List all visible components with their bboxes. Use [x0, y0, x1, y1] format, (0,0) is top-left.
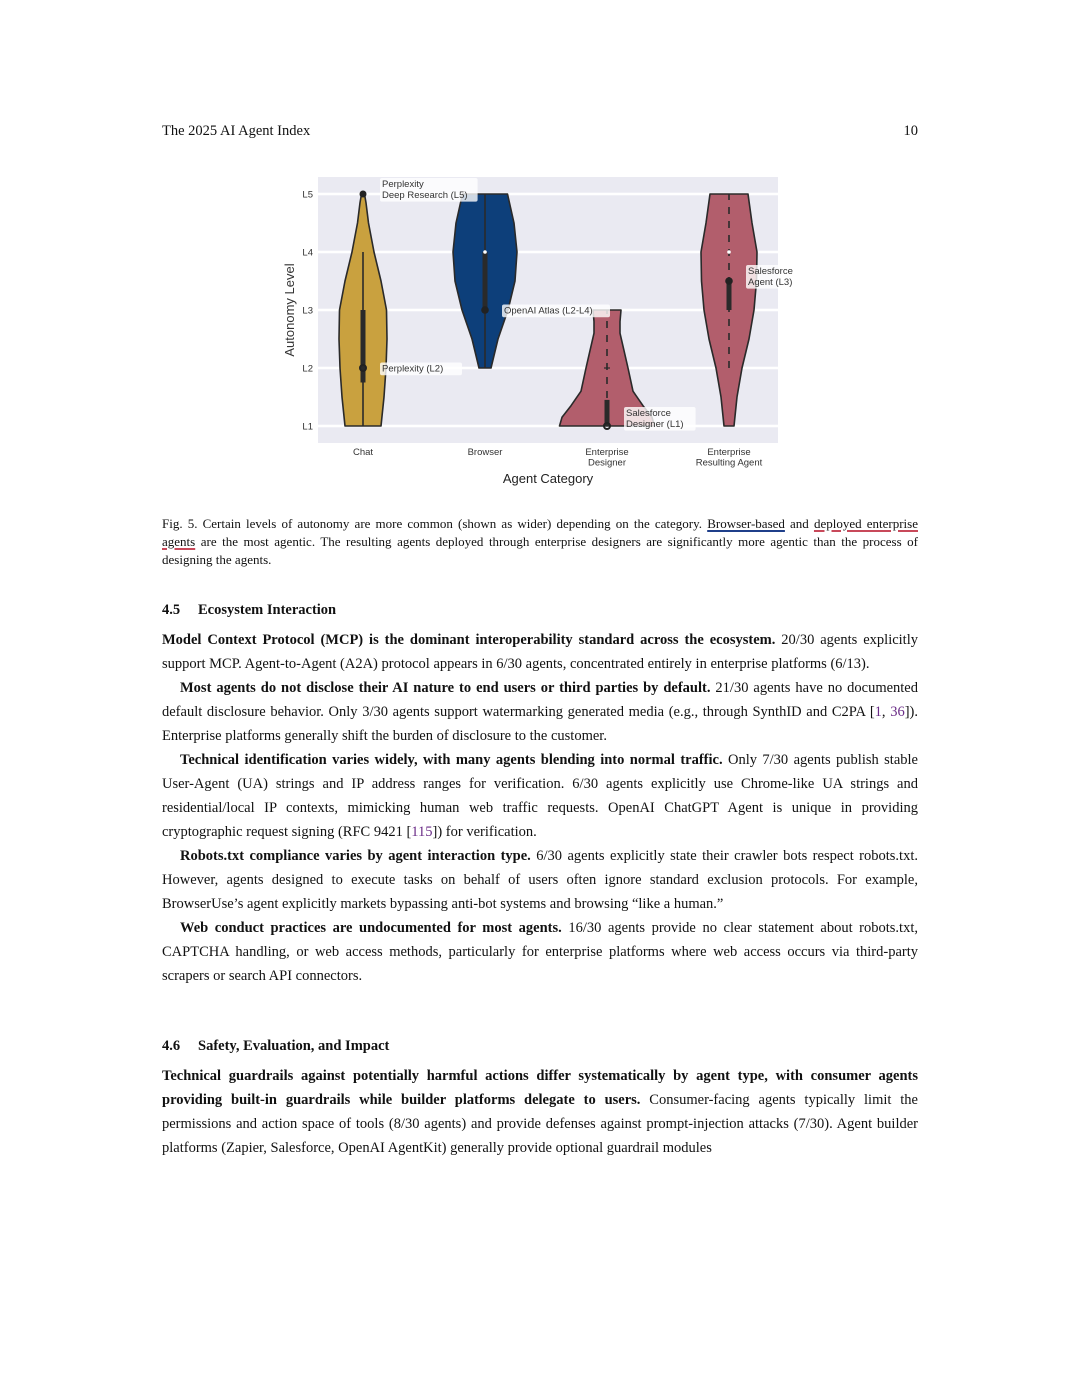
paragraph-lead: Technical guardrails against potentially harmful actions differ systematically by agent type, with consumer agents providing built-in guardrails while builder platforms delegate to users.	[162, 1068, 918, 1108]
mean-marker	[483, 250, 487, 254]
annotation-label: OpenAI Atlas (L2-L4)	[504, 305, 593, 317]
citation-link[interactable]: 115	[411, 824, 433, 840]
paragraph-text: ,	[881, 704, 891, 720]
x-tick-label: Designer	[587, 457, 627, 469]
violin-chart	[270, 170, 810, 500]
annotation-label: Designer (L1)	[626, 418, 684, 430]
y-tick-label: L2	[302, 363, 313, 375]
paragraph-lead: Most agents do not disclose their AI nature to end users or third parties by default.	[180, 680, 711, 696]
mean-marker	[727, 250, 731, 254]
annotation-label: Perplexity	[382, 179, 424, 190]
median-marker	[481, 306, 489, 314]
section-title: Safety, Evaluation, and Impact	[198, 1038, 390, 1054]
paragraph	[162, 1064, 918, 1160]
x-axis-label: Agent Category	[502, 471, 594, 486]
page-number: 10	[903, 123, 918, 139]
section-ecosystem-interaction	[162, 598, 918, 988]
paragraph-lead: Technical identification varies widely, with many agents blending into normal traffic.	[180, 752, 723, 768]
caption-text: and	[784, 516, 814, 531]
paragraph-lead: Web conduct practices are undocumented for most agents.	[180, 920, 562, 936]
annotation-label: Agent (L3)	[748, 276, 793, 288]
paragraph	[162, 844, 918, 916]
citation-link[interactable]: 36	[890, 704, 905, 720]
section-heading	[162, 1034, 918, 1058]
annotation-label: Perplexity (L2)	[382, 363, 444, 375]
y-tick-label: L5	[302, 189, 313, 201]
figure-caption	[162, 515, 918, 569]
data-point	[360, 191, 367, 198]
paragraph-text: 6/30 agents explicitly state their crawler bots respect robots.txt. However, agents designed to execute tasks on behalf of users often ignore standard exclusion protocols. For example, BrowserUse’s agent explicitly markets bypassing anti-bot systems and browsing “like a human.”	[162, 848, 918, 912]
y-tick-label: L1	[302, 421, 313, 433]
median-marker	[725, 277, 733, 285]
paragraph-lead: Model Context Protocol (MCP) is the dominant interoperability standard across the ecosystem.	[162, 632, 776, 648]
y-tick-label: L4	[302, 247, 313, 259]
section-safety-evaluation	[162, 1034, 918, 1160]
paragraph-text: ]) for verification.	[432, 824, 537, 840]
paragraph-text: 20/30 agents explicitly support MCP. Agent-to-Agent (A2A) protocol appears in 6/30 agents, concentrated entirely in enterprise platforms (6/13).	[162, 632, 918, 672]
paragraph-text: 16/30 agents provide no clear statement about robots.txt, CAPTCHA handling, or web access methods, particularly for enterprise platforms where web access occurs via third-party scrapers or search API connectors.	[162, 920, 918, 984]
paragraph-text: 21/30 agents have no documented default disclosure behavior. Only 3/30 agents support watermarking generated media (e.g., through SynthID and C2PA [	[162, 680, 918, 720]
x-tick-label: Resulting Agent	[695, 457, 763, 469]
y-axis-label: Autonomy Level	[282, 263, 297, 357]
y-tick-label: L3	[302, 305, 313, 317]
x-tick-label: Chat	[352, 447, 374, 458]
caption-text: Fig. 5. Certain levels of autonomy are more common (shown as wider) depending on the category.	[162, 516, 708, 531]
x-tick-label: Enterprise	[707, 447, 751, 458]
paragraph-text: ]). Enterprise platforms generally shift the burden of disclosure to the customer.	[162, 704, 918, 744]
citation-link[interactable]: 1	[874, 704, 882, 720]
section-number: 4.5	[162, 602, 181, 618]
paragraph-lead: Robots.txt compliance varies by agent interaction type.	[180, 848, 531, 864]
x-tick-label: Browser	[467, 447, 503, 458]
paragraph-text: Only 7/30 agents publish stable User-Agent (UA) strings and IP address ranges for verification. 6/30 agents explicitly use Chrome-like UA strings and residential/local IP contexts, mimicking human web traffic requests. OpenAI ChatGPT Agent is unique in providing cryptographic request signing (RFC 9421 [	[162, 752, 918, 840]
header-title: The 2025 AI Agent Index	[162, 123, 311, 139]
running-header	[162, 123, 918, 140]
annotation-label: Deep Research (L5)	[382, 189, 468, 201]
caption-link-browser[interactable]: Browser-based	[707, 516, 785, 531]
section-title: Ecosystem Interaction	[198, 602, 337, 618]
section-number: 4.6	[162, 1038, 181, 1054]
caption-text: are the most agentic. The resulting agents deployed through enterprise designers are significantly more agentic than the process of designing the agents.	[162, 534, 918, 567]
paragraph	[162, 916, 918, 988]
section-heading	[162, 598, 918, 622]
caption-link-enterprise[interactable]: deployed enterprise agents	[162, 516, 918, 549]
annotation-label: Salesforce	[626, 408, 671, 419]
x-tick-label: Enterprise	[585, 447, 629, 458]
paragraph	[162, 676, 918, 748]
paragraph	[162, 748, 918, 844]
annotation-label: Salesforce	[748, 266, 793, 277]
paragraph	[162, 628, 918, 676]
paragraph-text: Consumer-facing agents typically limit the permissions and action space of tools (8/30 agents) and provide defenses against prompt-injection attacks (7/30). Agent builder platforms (Zapier, Salesforce, OpenAI AgentKit) generally provide optional guardrail modules	[162, 1092, 918, 1156]
